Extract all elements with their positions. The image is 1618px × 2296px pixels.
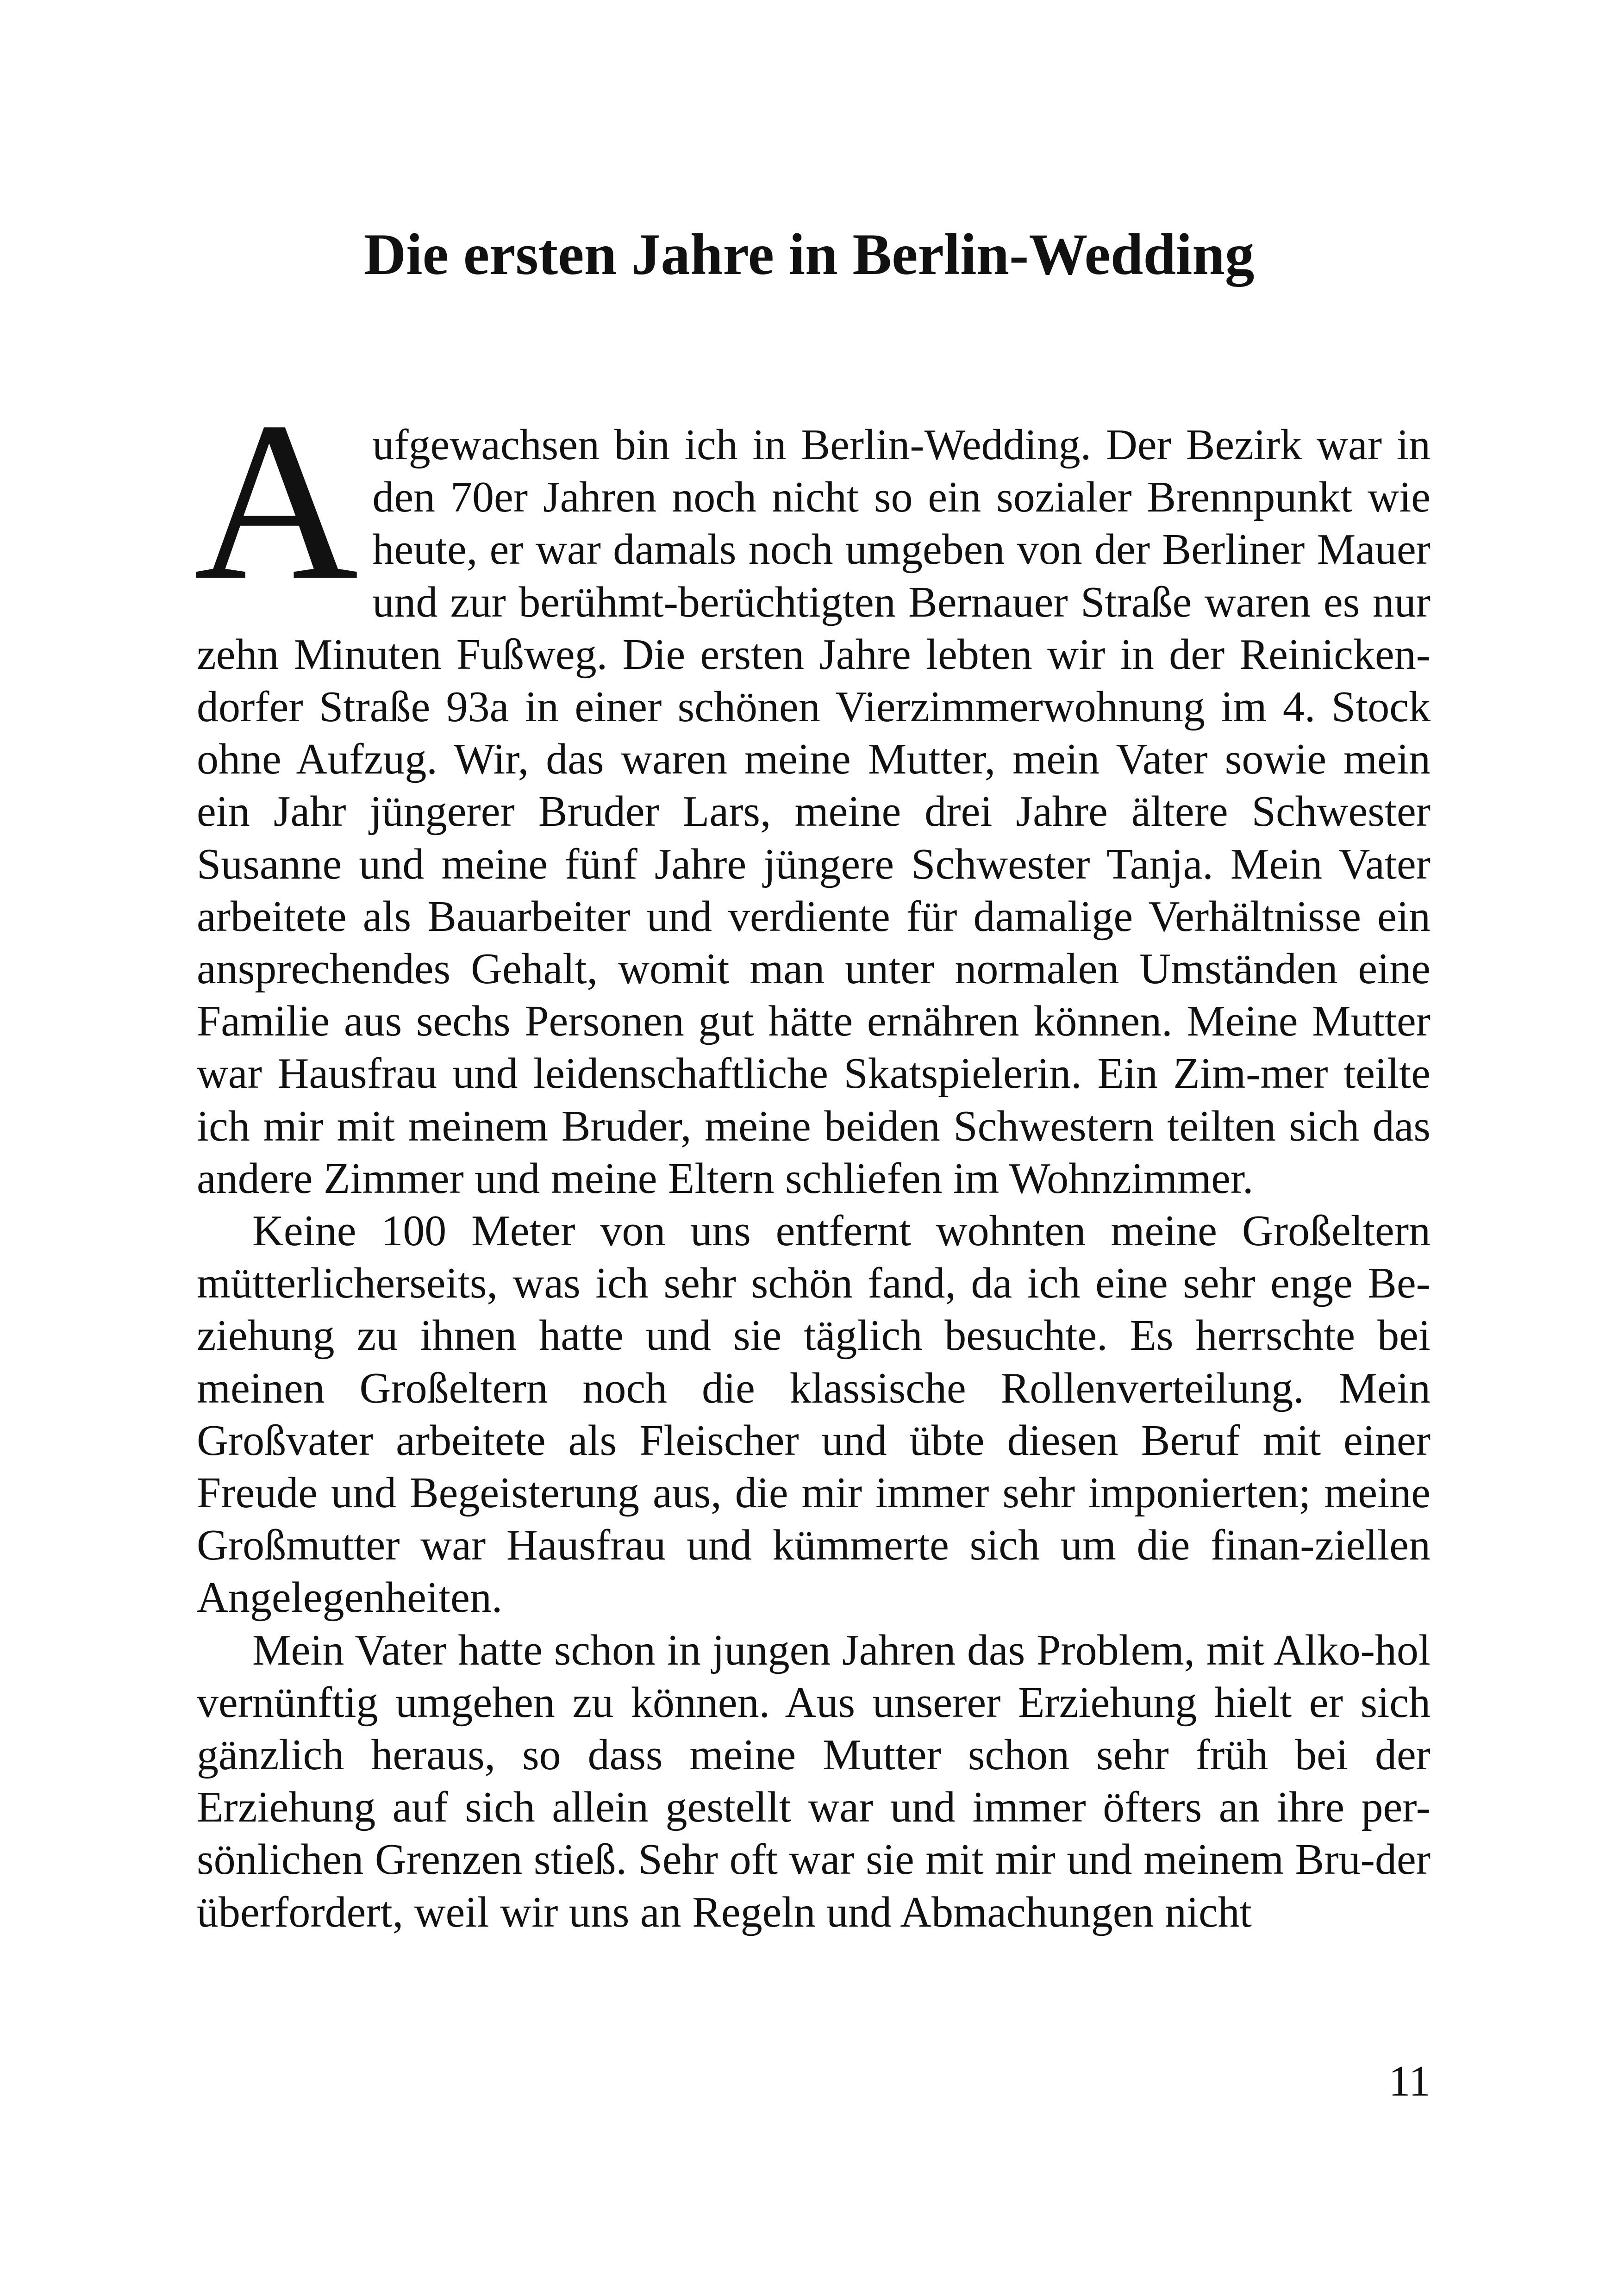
page-number: 11 <box>1388 2057 1431 2105</box>
body-text <box>194 375 1431 1939</box>
paragraph-1-text: ufgewachsen bin ich in Berlin-Wedding. Der Bezirk war in den 70er Jahren noch nicht so ein sozialer Brennpunkt wie heute, er war damals noch umgeben von der Berliner Mauer und zur berühmt-berüchtigten Bernauer Straße waren es nur zehn Minuten Fußweg. Die ersten Jahre lebten wir in der Reinicken-dorfer Straße 93a in einer schönen Vierzimmerwohnung im 4. Stock ohne Aufzug. Wir, das waren meine Mutter, mein Vater sowie mein ein Jahr jüngerer Bruder Lars, meine drei Jahre ältere Schwester Susanne und meine fünf Jahre jüngere Schwester Tanja. Mein Vater arbeitete als Bauarbeiter und verdiente für damalige Verhältnisse ein ansprechendes Gehalt, womit man unter normalen Umständen eine Familie aus sechs Personen gut hätte ernähren können. Meine Mutter war Hausfrau und leidenschaftliche Skatspielerin. Ein Zim-mer teilte ich mir mit meinem Bruder, meine beiden Schwestern teilten sich das andere Zimmer und meine Eltern schliefen im Wohnzimmer. <box>197 421 1431 1203</box>
drop-cap: A <box>194 375 359 627</box>
paragraph-1 <box>194 375 1431 1205</box>
paragraph-3: Mein Vater hatte schon in jungen Jahren das Problem, mit Alko-hol vernünftig umgehen zu können. Aus unserer Erziehung hielt er sich gänzlich heraus, so dass meine Mutter schon sehr früh bei der Erziehung auf sich allein gestellt war und immer öfters an ihre per-sönlichen Grenzen stieß. Sehr oft war sie mit mir und meinem Bru-der überfordert, weil wir uns an Regeln und Abmachungen nicht <box>197 1626 1431 1936</box>
paragraph-2: Keine 100 Meter von uns entfernt wohnten meine Großeltern mütterlicherseits, was ich sehr schön fand, da ich eine sehr enge Be-ziehung zu ihnen hatte und sie täglich besuchte. Es herrschte bei meinen Großeltern noch die klassische Rollenverteilung. Mein Großvater arbeitete als Fleischer und übte diesen Beruf mit einer Freude und Begeisterung aus, die mir immer sehr imponierten; meine Großmutter war Hausfrau und kümmerte sich um die finan-ziellen Angelegenheiten. <box>197 1207 1431 1622</box>
chapter-title: Die ersten Jahre in Berlin-Wedding <box>363 222 1255 287</box>
